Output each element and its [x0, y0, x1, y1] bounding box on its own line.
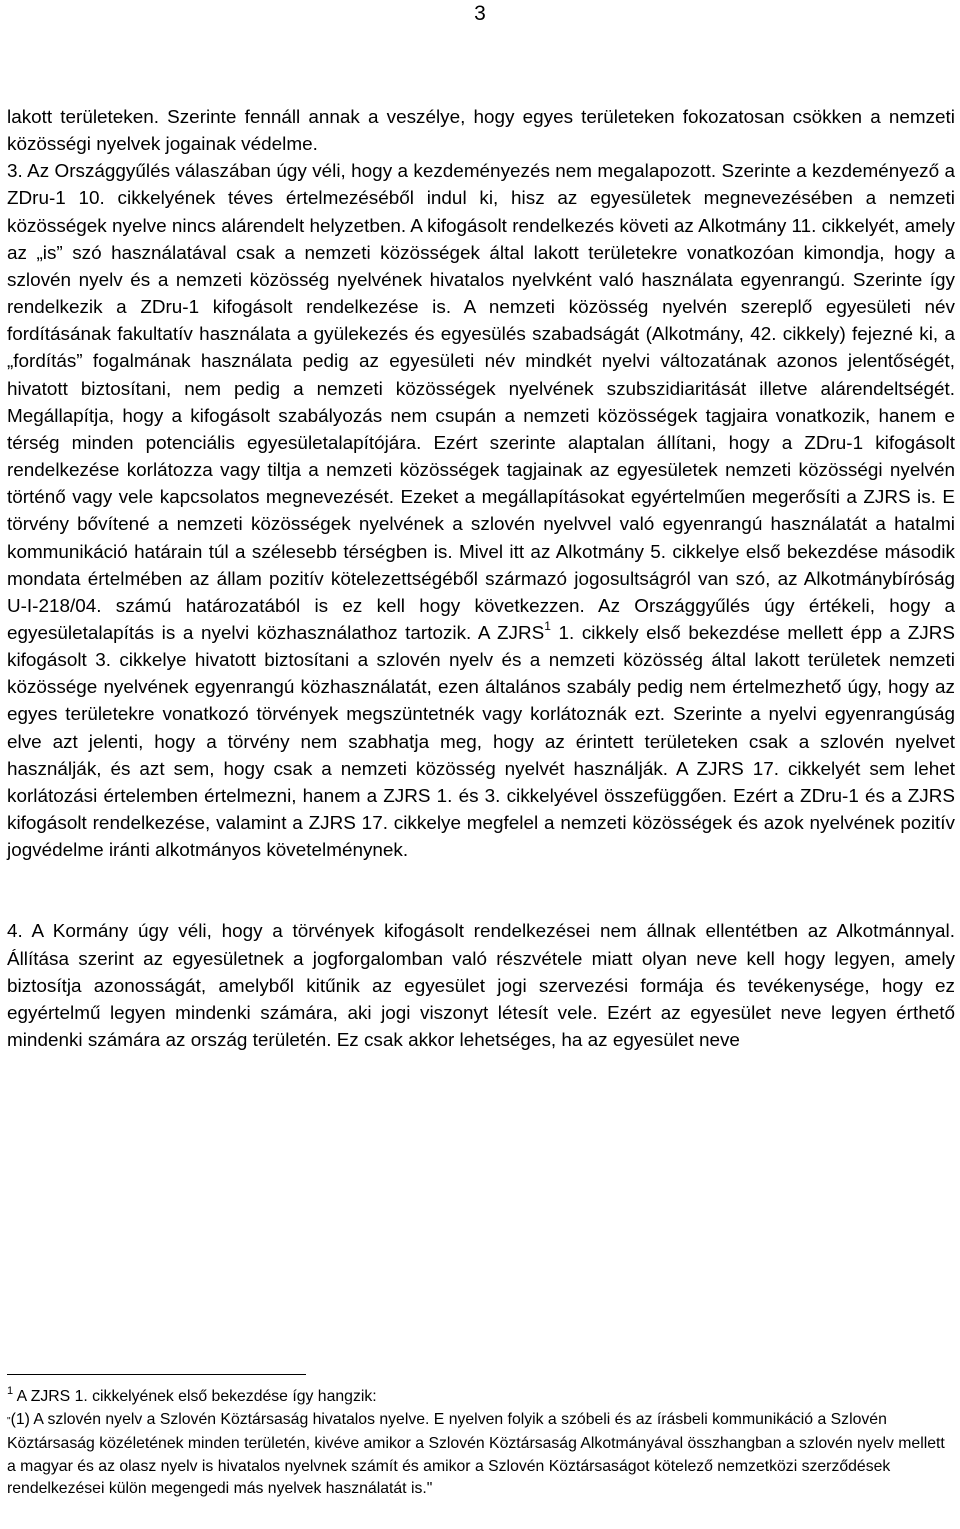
document-body	[7, 104, 955, 1054]
section-3-text-part-2: 1. cikkely első bekezdése mellett épp a ZJRS kifogásolt 3. cikkelye hivatott biztosítani a szlovén nyelv és a nemzeti közösség által lakott területek nemzeti közössége nyelvének egyenrangú közhasználatát, ezen általános szabály pedig nem értelmezhető úgy, hogy az egyes területekre vonatkozó törvények megszüntetnék vagy korlátoznák ezt. Szerinte a nyelvi egyenrangúság elve azt jelenti, hogy a törvény nem szabhatja meg, hogy az érintett területeken csak a szlovén nyelvet használják, és azt sem, hogy csak a nemzeti közösség nyelvét használják. A ZJRS 17. cikkelyét sem lehet korlátozási értelemben értelmezni, hanem a ZJRS 1. és 3. cikkelyével összefüggően. Ezért a ZDru-1 és a ZJRS kifogásolt rendelkezése, valamint a ZJRS 17. cikkelye megfelel a nemzeti közösségek és azok nyelvének pozitív jogvédelme iránti alkotmányos követelménynek.	[7, 622, 955, 862]
section-3-text-part-1: 3. Az Országgyűlés válaszában úgy véli, hogy a kezdeményezés nem megalapozott. Szerinte a kezdeményező a ZDru-1 10. cikkelyének téves értelmezéséből indul ki, hisz az egyesületek megnevezésében a nemzeti közösségek nyelve nincs alárendelt helyzetben. A kifogásolt rendelkezés követi az Alkotmány 11. cikkelyét, amely az „is” szó használatával csak a nemzeti közösségek által lakott területekre vonatkozóan kimondja, hogy a szlovén nyelv és a nemzeti közösség nyelvének hivatalos nyelvként való használata egyenrangú. Szerinte így rendelkezik a ZDru-1 kifogásolt rendelkezése is. A nemzeti közösség nyelvén szereplő egyesületi név fordításának fakultatív használata a gyülekezés és egyesülés szabadságát (Alkotmány, 42. cikkely) fejezné ki, a „fordítás” fogalmának használata pedig az egyesületi név mindkét nyelvi változatának azonos jelentőségét, hivatott biztosítani, nem pedig a nemzeti közösségek nyelvének szubszidiaritását illetve alárendeltségét. Megállapítja, hogy a kifogásolt szabályozás nem csupán a nemzeti közösségek tagjaira vonatkozik, hanem e térség minden potenciális egyesületalapítójára. Ezért szerinte alaptalan állítani, hogy a ZDru-1 kifogásolt rendelkezése korlátozza vagy tiltja a nemzeti közösségek tagjainak az egyesületek nemzeti közösségi nyelvén történő vagy vele kapcsolatos megnevezését. Ezeket a megállapításokat egyértelműen megerősíti a ZJRS is. E törvény bővítené a nemzeti közösségek nyelvének a szlovén nyelvvel való egyenrangú használatát a hatalmi kommunikáció határain túl a szélesebb térségben is. Mivel itt az Alkotmány 5. cikkelye első bekezdése második mondata értelmében az állam pozitív kötelezettségéből származó jogosultságról van szó, az Alkotmánybíróság U-I-218/04. számú határozatából is ez kell hogy következzen. Az Országgyűlés úgy értékeli, hogy a egyesületalapítás is a nyelvi közhasználathoz tartozik. A ZJRS	[7, 161, 955, 644]
footnote-text: (1) A szlovén nyelv a Szlovén Köztársaság hivatalos nyelve. E nyelven folyik a szóbeli és az írásbeli kommunikáció a Szlovén Köztársaság közéletének minden területén, kivéve amikor a Szlovén Köztársaság Alkotmányával összhangban a szlovén nyelv mellett a magyar és az olasz nyelv is hivatalos nyelvnek számít és amikor a Szlovén Köztársaságot kötelező nemzetközi szerződések rendelkezései külön megengedi más nyelvek használatát is."	[7, 1410, 945, 1498]
paragraph-continuation: lakott területeken. Szerinte fennáll annak a veszélye, hogy egyes területeken fokozatosan csökken a nemzeti közösségi nyelvek jogainak védelme.	[7, 107, 955, 156]
footnote-reference[interactable]: 1	[544, 618, 551, 633]
page-number: 3	[474, 2, 486, 25]
footnote-title: A ZJRS 1. cikkelyének első bekezdése így hangzik:	[13, 1388, 377, 1405]
footnote-heading	[7, 1386, 955, 1409]
footnote-marker: 1	[7, 1385, 14, 1397]
footnotes	[7, 1386, 955, 1501]
paragraph-section-4: 4. A Kormány úgy véli, hogy a törvények kifogásolt rendelkezései nem állnak ellentétben az Alkotmánnyal. Állítása szerint az egyesületnek a jogforgalomban való részvétele miatt olyan neve kell hogy legyen, amely biztosítja azonosságát, amelyből kitűnik az egyesület jogi szervezési formája és tevékenysége, hogy ez egyértelmű legyen mindenki számára, aki jogi viszonyt létesít vele. Ezért az egyesület neve legyen érthető mindenki számára az ország területén. Ez csak akkor lehetséges, ha az egyesület neve	[7, 921, 955, 1051]
footnote-quote	[7, 1409, 955, 1501]
footnote-separator	[7, 1374, 306, 1375]
footnote-opening-quote: "	[7, 1415, 11, 1427]
paragraph-section-3	[7, 158, 955, 864]
